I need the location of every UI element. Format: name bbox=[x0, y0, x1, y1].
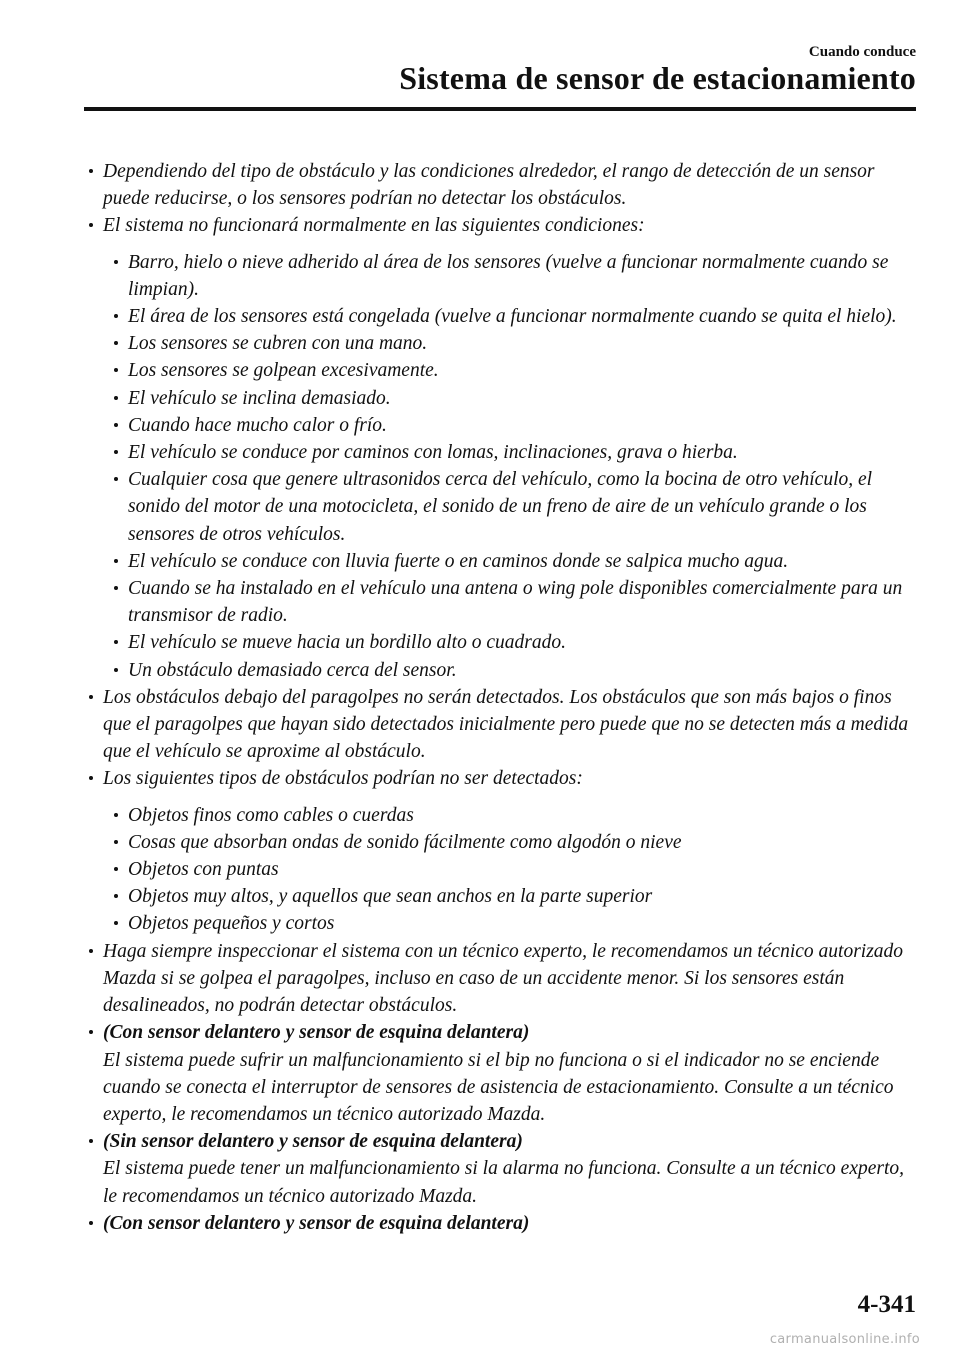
bullet-text: Cuando hace mucho calor o frío. bbox=[128, 414, 387, 436]
bullet-item bbox=[84, 938, 914, 1020]
bullet-dot-icon bbox=[114, 586, 118, 590]
bullet-item bbox=[84, 1210, 914, 1237]
bullet-dot-icon bbox=[89, 1139, 93, 1143]
page-title: Sistema de sensor de estacionamiento bbox=[399, 60, 916, 96]
header-divider bbox=[84, 107, 916, 111]
bullet-heading: (Con sensor delantero y sensor de esquina delantera) bbox=[103, 1022, 530, 1044]
sub-bullet-item bbox=[109, 856, 914, 883]
bullet-dot-icon bbox=[89, 1030, 93, 1034]
bullet-text: El área de los sensores está congelada (vuelve a funcionar normalmente cuando se quita el hielo). bbox=[128, 306, 897, 328]
bullet-text: El vehículo se mueve hacia un bordillo alto o cuadrado. bbox=[128, 632, 566, 654]
bullet-text: Los obstáculos debajo del paragolpes no serán detectados. Los obstáculos que son más bajos o finos que el paragolpes que hayan sido detectados inicialmente pero puede que no se detecten más a medida que el vehículo se aproxime al obstáculo. bbox=[103, 686, 909, 763]
bullet-text: Un obstáculo demasiado cerca del sensor. bbox=[128, 659, 457, 681]
sub-bullet-item bbox=[109, 412, 914, 439]
bullet-text: Los sensores se golpean excesivamente. bbox=[128, 360, 439, 382]
bullet-dot-icon bbox=[114, 668, 118, 672]
page-number: 4-341 bbox=[857, 1291, 916, 1318]
bullet-text: El sistema puede tener un malfuncionamiento si la alarma no funciona. Consulte a un técnico experto, le recomendamos un técnico autorizado Mazda. bbox=[103, 1158, 905, 1207]
bullet-dot-icon bbox=[114, 867, 118, 871]
sub-bullet-item bbox=[109, 629, 914, 656]
sub-bullet-item bbox=[109, 802, 914, 829]
bullet-text: Objetos muy altos, y aquellos que sean anchos en la parte superior bbox=[128, 886, 653, 908]
bullet-text: Los sensores se cubren con una mano. bbox=[128, 333, 428, 355]
sub-bullet-item bbox=[109, 657, 914, 684]
bullet-text: Los siguientes tipos de obstáculos podrían no ser detectados: bbox=[103, 768, 583, 790]
bullet-dot-icon bbox=[114, 921, 118, 925]
bullet-text: El vehículo se conduce con lluvia fuerte o en caminos donde se salpica mucho agua. bbox=[128, 550, 789, 572]
bullet-dot-icon bbox=[89, 223, 93, 227]
bullet-text: Barro, hielo o nieve adherido al área de los sensores (vuelve a funcionar normalmente cuando se limpian). bbox=[128, 251, 889, 300]
bullet-dot-icon bbox=[114, 840, 118, 844]
bullet-item bbox=[84, 765, 914, 792]
bullet-dot-icon bbox=[89, 695, 93, 699]
bullet-text: Haga siempre inspeccionar el sistema con un técnico experto, le recomendamos un técnico autorizado Mazda si se golpea el paragolpes, incluso en caso de un accidente menor. Si los sensores están desalineados, no podrán detectar obstáculos. bbox=[103, 940, 904, 1017]
sub-bullet-item bbox=[109, 829, 914, 856]
section-heading: Cuando conduce bbox=[808, 44, 916, 60]
bullet-heading: (Sin sensor delantero y sensor de esquina delantera) bbox=[103, 1131, 523, 1153]
bullet-dot-icon bbox=[114, 640, 118, 644]
sub-bullet-item bbox=[109, 910, 914, 937]
bullet-item bbox=[84, 1128, 914, 1210]
bullet-dot-icon bbox=[114, 559, 118, 563]
bullet-dot-icon bbox=[89, 1221, 93, 1225]
bullet-text: El vehículo se inclina demasiado. bbox=[128, 387, 391, 409]
sub-bullet-item bbox=[109, 883, 914, 910]
bullet-dot-icon bbox=[114, 341, 118, 345]
sub-bullet-item bbox=[109, 548, 914, 575]
sub-bullet-item bbox=[109, 303, 914, 330]
sub-bullet-item bbox=[109, 357, 914, 384]
bullet-item bbox=[84, 212, 914, 239]
bullet-text: Objetos pequeños y cortos bbox=[128, 913, 335, 935]
bullet-dot-icon bbox=[114, 450, 118, 454]
bullet-text: El sistema no funcionará normalmente en las siguientes condiciones: bbox=[103, 215, 645, 237]
bullet-dot-icon bbox=[114, 396, 118, 400]
bullet-dot-icon bbox=[114, 423, 118, 427]
bullet-text: El vehículo se conduce por caminos con lomas, inclinaciones, grava o hierba. bbox=[128, 442, 738, 464]
bullet-text: Cuando se ha instalado en el vehículo una antena o wing pole disponibles comercialmente para un transmisor de radio. bbox=[128, 578, 903, 627]
sub-bullet-item bbox=[109, 249, 914, 303]
sub-bullet-item bbox=[109, 385, 914, 412]
bullet-dot-icon bbox=[89, 776, 93, 780]
bullet-dot-icon bbox=[89, 949, 93, 953]
watermark-text: carmanualsonline.info bbox=[769, 1332, 920, 1347]
sub-bullet-item bbox=[109, 575, 914, 629]
bullet-text: Cosas que absorban ondas de sonido fácilmente como algodón o nieve bbox=[128, 831, 682, 853]
bullet-text: El sistema puede sufrir un malfuncionamiento si el bip no funciona o si el indicador no se enciende cuando se conecta el interruptor de sensores de asistencia de estacionamiento. Consulte a un técnico experto, le recomendamos un técnico autorizado Mazda. bbox=[103, 1049, 894, 1125]
bullet-text: Objetos finos como cables o cuerdas bbox=[128, 804, 414, 826]
bullet-dot-icon bbox=[114, 368, 118, 372]
sub-bullet-item bbox=[109, 439, 914, 466]
bullet-dot-icon bbox=[114, 477, 118, 481]
sub-bullet-item bbox=[109, 330, 914, 357]
bullet-item bbox=[84, 158, 914, 212]
bullet-item bbox=[84, 684, 914, 766]
bullet-dot-icon bbox=[114, 813, 118, 817]
bullet-item bbox=[84, 1019, 914, 1128]
bullet-dot-icon bbox=[114, 260, 118, 264]
bullet-dot-icon bbox=[114, 894, 118, 898]
bullet-list bbox=[84, 158, 914, 1237]
bullet-text: Dependiendo del tipo de obstáculo y las condiciones alrededor, el rango de detección de un sensor puede reducirse, o los sensores podrían no detectar los obstáculos. bbox=[103, 161, 875, 210]
bullet-text: Objetos con puntas bbox=[128, 859, 279, 881]
bullet-text: Cualquier cosa que genere ultrasonidos cerca del vehículo, como la bocina de otro vehículo, el sonido del motor de una motocicleta, el sonido de un freno de aire de un vehículo grande o los sensores de otros vehículos. bbox=[128, 469, 873, 545]
bullet-dot-icon bbox=[89, 169, 93, 173]
bullet-heading: (Con sensor delantero y sensor de esquina delantera) bbox=[103, 1212, 530, 1234]
bullet-dot-icon bbox=[114, 314, 118, 318]
sub-bullet-item bbox=[109, 466, 914, 548]
